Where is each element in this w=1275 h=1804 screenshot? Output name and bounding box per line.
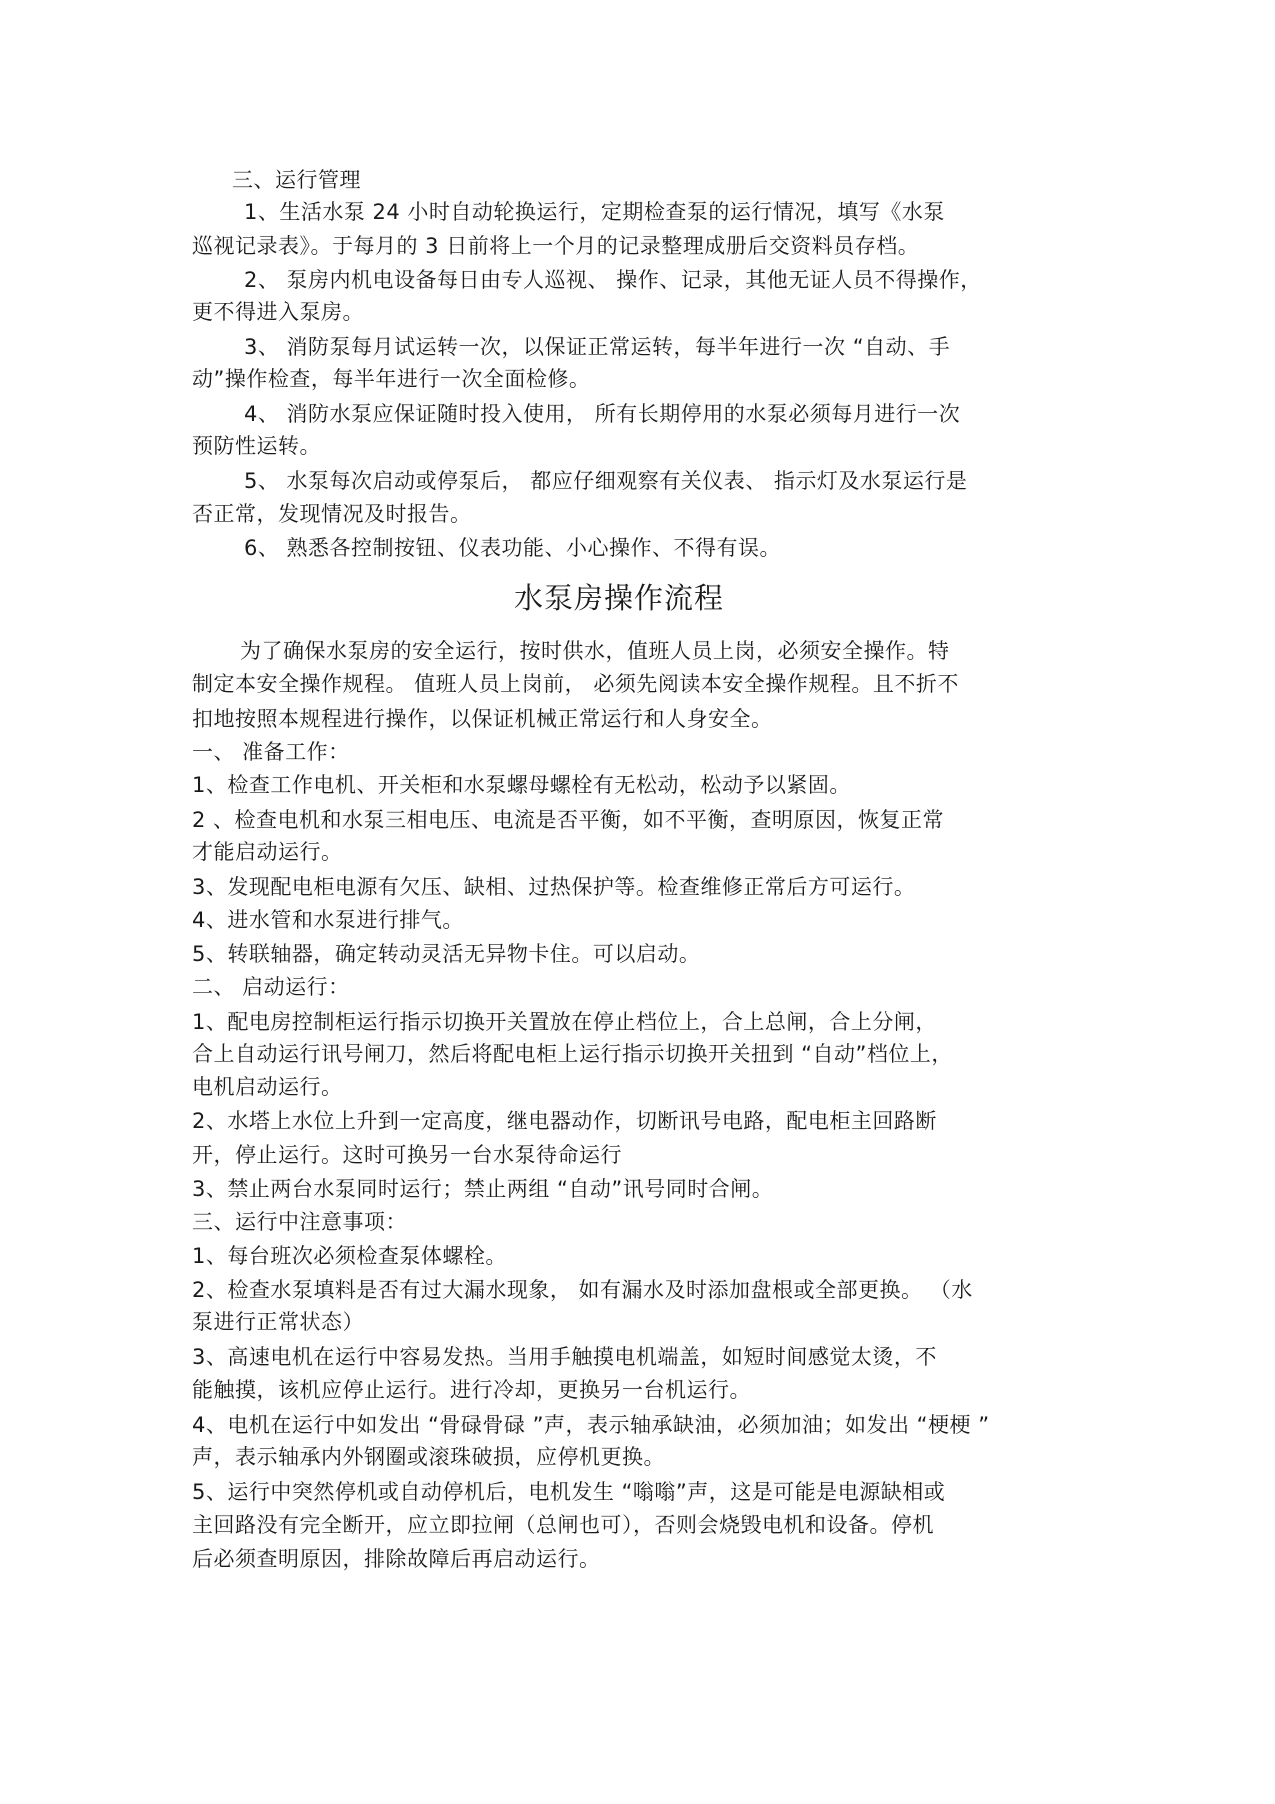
list-item: 3、禁止两台水泵同时运行；禁止两组 “自动”讯号同时合闸。 — [192, 1177, 774, 1201]
paragraph-line: 2、 泵房内机电设备每日由专人巡视、 操作、记录，其他无证人员不得操作， — [244, 268, 982, 292]
paragraph-line: 更不得进入泵房。 — [192, 300, 364, 324]
list-item: 电机启动运行。 — [192, 1075, 343, 1099]
paragraph-line: 3、 消防泵每月试运转一次，以保证正常运转，每半年进行一次 “自动、手 — [244, 335, 951, 359]
paragraph-line: 1、生活水泵 24 小时自动轮换运行，定期检查泵的运行情况，填写《水泵 — [244, 200, 945, 224]
list-item: 3、发现配电柜电源有欠压、缺相、过热保护等。检查维修正常后方可运行。 — [192, 875, 916, 899]
paragraph-line: 预防性运转。 — [192, 434, 321, 458]
list-item: 1、配电房控制柜运行指示切换开关置放在停止档位上，合上总闸，合上分闸， — [192, 1010, 937, 1034]
page-title: 水泵房操作流程 — [513, 581, 724, 615]
list-item: 5、转联轴器，确定转动灵活无异物卡住。可以启动。 — [192, 942, 701, 966]
intro-line: 为了确保水泵房的安全运行，按时供水，值班人员上岗，必须安全操作。特 — [240, 639, 950, 663]
list-item: 3、高速电机在运行中容易发热。当用手触摸电机端盖，如短时间感觉太烫，不 — [192, 1345, 937, 1369]
paragraph-line: 4、 消防水泵应保证随时投入使用， 所有长期停用的水泵必须每月进行一次 — [244, 402, 961, 426]
section-heading-operation-management: 三、运行管理 — [232, 168, 361, 192]
list-item: 开，停止运行。这时可换另一台水泵待命运行 — [192, 1143, 622, 1167]
list-item: 1、检查工作电机、开关柜和水泵螺母螺栓有无松动，松动予以紧固。 — [192, 773, 851, 797]
list-item: 2、水塔上水位上升到一定高度，继电器动作，切断讯号电路，配电柜主回路断 — [192, 1109, 937, 1133]
list-item: 4、进水管和水泵进行排气。 — [192, 908, 464, 932]
paragraph-line: 5、 水泵每次启动或停泵后， 都应仔细观察有关仪表、 指示灯及水泵运行是 — [244, 469, 968, 493]
section-heading-notes: 三、运行中注意事项： — [192, 1210, 407, 1234]
paragraph-line: 否正常，发现情况及时报告。 — [192, 502, 472, 526]
list-item: 主回路没有完全断开，应立即拉闸（总闸也可），否则会烧毁电机和设备。停机 — [192, 1513, 934, 1537]
list-item: 2 、检查电机和水泵三相电压、电流是否平衡，如不平衡，查明原因，恢复正常 — [192, 808, 945, 832]
intro-line: 扣地按照本规程进行操作，以保证机械正常运行和人身安全。 — [192, 707, 773, 731]
paragraph-line: 动”操作检查，每半年进行一次全面检修。 — [192, 367, 591, 391]
list-item: 泵进行正常状态） — [192, 1310, 364, 1334]
list-item: 4、电机在运行中如发出 “骨碌骨碌 ”声，表示轴承缺油，必须加油；如发出 “梗梗 ” — [192, 1413, 990, 1437]
list-item: 才能启动运行。 — [192, 840, 343, 864]
intro-line: 制定本安全操作规程。 值班人员上岗前， 必须先阅读本安全操作规程。且不折不 — [192, 672, 959, 696]
list-item: 5、运行中突然停机或自动停机后，电机发生 “嗡嗡”声，这是可能是电源缺相或 — [192, 1480, 946, 1504]
list-item: 2、检查水泵填料是否有过大漏水现象， 如有漏水及时添加盘根或全部更换。 （水 — [192, 1278, 973, 1302]
list-item: 合上自动运行讯号闸刀，然后将配电柜上运行指示切换开关扭到 “自动”档位上， — [192, 1042, 953, 1066]
list-item: 声，表示轴承内外钢圈或滚珠破损，应停机更换。 — [192, 1445, 665, 1469]
list-item: 1、每台班次必须检查泵体螺栓。 — [192, 1244, 507, 1268]
list-item: 能触摸，该机应停止运行。进行冷却，更换另一台机运行。 — [192, 1378, 751, 1402]
section-heading-startup: 二、 启动运行： — [192, 975, 350, 999]
paragraph-line: 巡视记录表》。于每月的 3 日前将上一个月的记录整理成册后交资料员存档。 — [192, 234, 920, 258]
list-item: 后必须查明原因，排除故障后再启动运行。 — [192, 1547, 601, 1571]
paragraph-line: 6、 熟悉各控制按钮、仪表功能、小心操作、不得有误。 — [244, 536, 782, 560]
section-heading-preparation: 一、 准备工作： — [192, 740, 350, 764]
